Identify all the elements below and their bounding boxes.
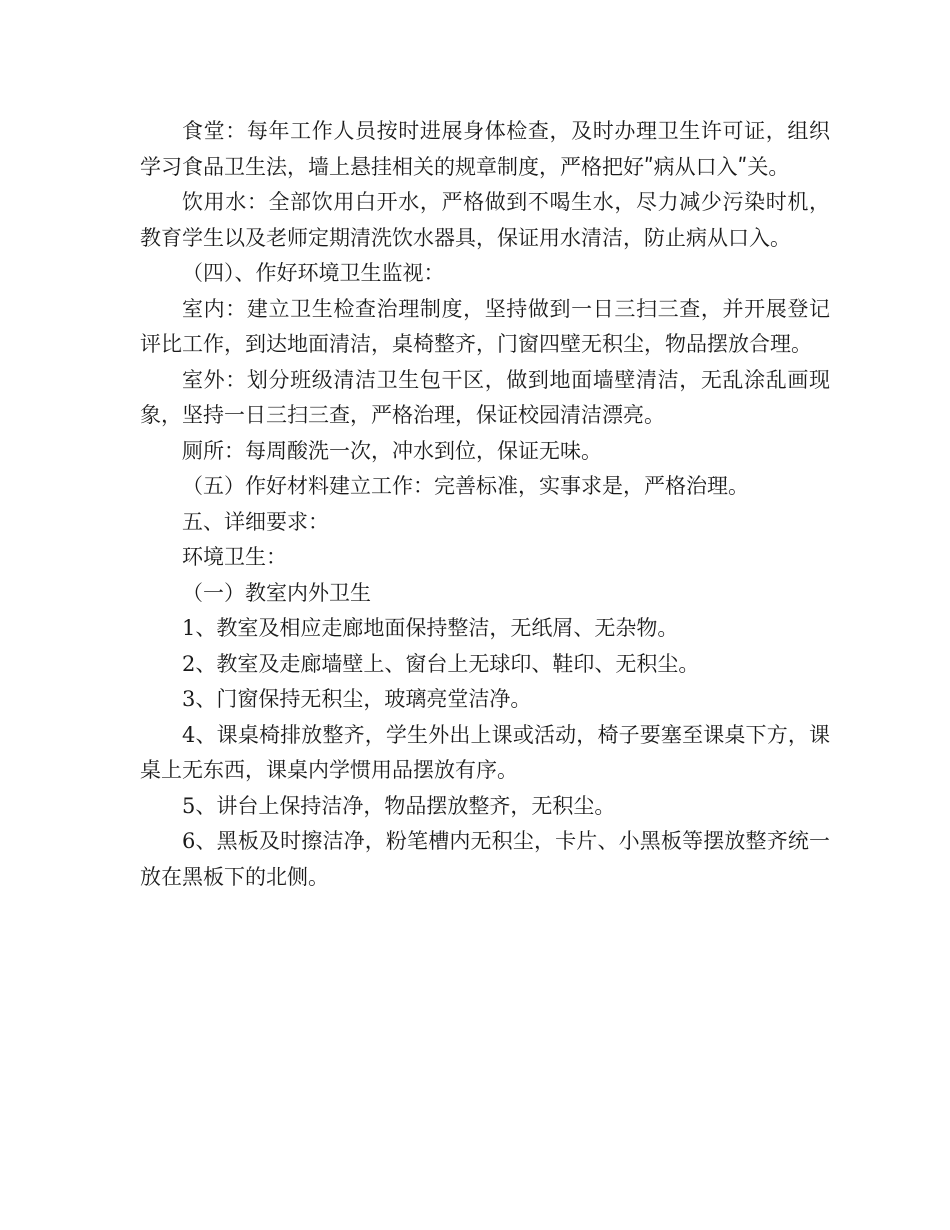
list-item-4: 4、课桌椅排放整齐，学生外出上课或活动，椅子要塞至课桌下方，课桌上无东西，课桌内学惯用品摆放有序。 — [140, 722, 830, 782]
paragraph-materials: （五）作好材料建立工作：完善标准，实事求是，严格治理。 — [182, 474, 749, 498]
paragraph-drinking-water: 饮用水：全部饮用白开水，严格做到不喝生水，尽力减少污染时机，教育学生以及老师定期清洗饮水器具，保证用水清洁，防止病从口入。 — [140, 190, 830, 250]
heading-detailed-requirements: 五、详细要求： — [182, 509, 329, 534]
list-item-5: 5、讲台上保持洁净，物品摆放整齐，无积尘。 — [182, 793, 616, 818]
list-item-3: 3、门窗保持无积尘，玻璃亮堂洁净。 — [182, 687, 532, 711]
list-item-6: 6、黑板及时擦洁净，粉笔槽内无积尘，卡片、小黑板等摆放整齐统一放在黑板下的北侧。 — [140, 829, 830, 889]
document-body — [140, 114, 830, 895]
paragraph-indoor: 室内：建立卫生检查治理制度，坚持做到一日三扫三查，并开展登记评比工作，到达地面清洁，桌椅整齐，门窗四壁无积尘，物品摆放合理。 — [140, 296, 830, 356]
list-item-1: 1、教室及相应走廊地面保持整洁，无纸屑、无杂物。 — [182, 616, 679, 640]
heading-environment-supervision: （四）、作好环境卫生监视： — [182, 261, 445, 285]
heading-environmental-hygiene: 环境卫生： — [182, 545, 287, 569]
list-item-2: 2、教室及走廊墙壁上、窗台上无球印、鞋印、无积尘。 — [182, 651, 700, 676]
paragraph-outdoor: 室外：划分班级清洁卫生包干区，做到地面墙壁清洁，无乱涂乱画现象，坚持一日三扫三查，严格治理，保证校园清洁漂亮。 — [140, 367, 830, 427]
paragraph-canteen: 食堂：每年工作人员按时进展身体检查，及时办理卫生许可证，组织学习食品卫生法，墙上悬挂相关的规章制度，严格把好ʺ病从口入ʺ关。 — [140, 119, 830, 179]
paragraph-toilet: 厕所：每周酸洗一次，冲水到位，保证无味。 — [182, 438, 602, 463]
heading-classroom-hygiene: （一）教室内外卫生 — [182, 580, 371, 605]
